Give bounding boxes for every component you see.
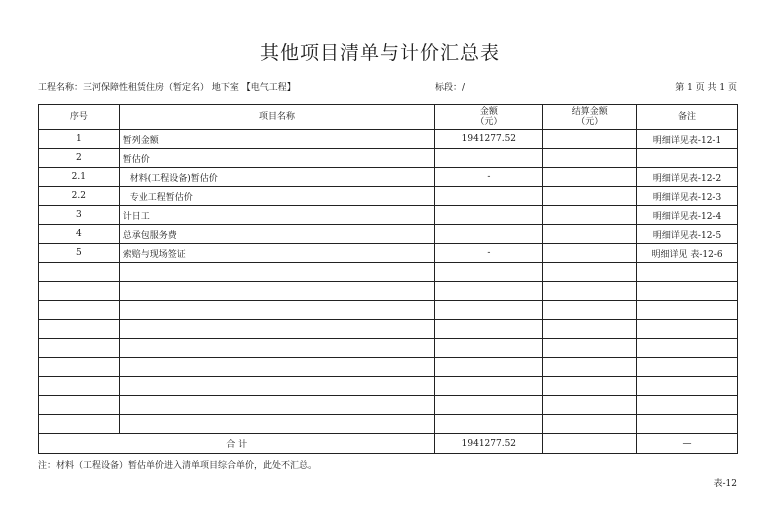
header-amount — [435, 105, 543, 130]
page-title: 其他项目清单与计价汇总表 — [259, 42, 500, 64]
header-amount-label: 金额 — [479, 107, 498, 117]
empty-row — [39, 301, 738, 320]
total-amount: 1941277.52 — [435, 434, 543, 454]
header-settle-unit: （元） — [576, 117, 604, 127]
header-settle-label: 结算金额 — [571, 107, 608, 117]
cell-name: 材料(工程设备)暂估价 — [119, 168, 435, 187]
cell-settle — [543, 130, 637, 149]
header-name: 项目名称 — [119, 105, 435, 130]
cell-amount — [435, 206, 543, 225]
cell-no: 1 — [39, 130, 120, 149]
cell-note: 明细详见表-12-1 — [637, 130, 738, 149]
total-note: — — [637, 434, 738, 454]
cell-no: 2.1 — [39, 168, 120, 187]
header-no: 序号 — [39, 105, 120, 130]
header-settle — [543, 105, 637, 130]
cell-note: 明细详见 表-12-6 — [637, 244, 738, 263]
cell-no: 5 — [39, 244, 120, 263]
table-row — [39, 168, 738, 187]
cell-settle — [543, 206, 637, 225]
table-row — [39, 187, 738, 206]
table-row — [39, 225, 738, 244]
header-note: 备注 — [637, 105, 738, 130]
footnote: 注：材料（工程设备）暂估单价进入清单项目综合单价，此处不汇总。 — [38, 461, 318, 471]
cell-note — [637, 149, 738, 168]
cell-name: 暂估价 — [119, 149, 435, 168]
cell-name: 索赔与现场签证 — [119, 244, 435, 263]
cell-no: 2 — [39, 149, 120, 168]
page-code: 表-12 — [713, 479, 737, 489]
header-amount-unit: （元） — [475, 117, 503, 127]
cell-note: 明细详见表-12-5 — [637, 225, 738, 244]
cell-amount — [435, 149, 543, 168]
cell-settle — [543, 225, 637, 244]
cell-settle — [543, 187, 637, 206]
total-settle — [543, 434, 637, 454]
empty-row — [39, 263, 738, 282]
table-row — [39, 149, 738, 168]
table-row — [39, 244, 738, 263]
cell-name: 暂列金额 — [119, 130, 435, 149]
total-label: 合 计 — [39, 434, 435, 454]
page-indicator: 第 1 页 共 1 页 — [675, 83, 737, 93]
table-row — [39, 206, 738, 225]
empty-row — [39, 320, 738, 339]
cell-amount: - — [435, 168, 543, 187]
cell-name: 计日工 — [119, 206, 435, 225]
cell-name: 总承包服务费 — [119, 225, 435, 244]
cell-settle — [543, 149, 637, 168]
empty-row — [39, 396, 738, 415]
cell-no: 4 — [39, 225, 120, 244]
cell-name: 专业工程暂估价 — [119, 187, 435, 206]
cell-amount — [435, 187, 543, 206]
summary-table — [38, 104, 738, 454]
total-row — [39, 434, 738, 454]
cell-note: 明细详见表-12-4 — [637, 206, 738, 225]
empty-row — [39, 339, 738, 358]
section-label: 标段：/ — [435, 83, 466, 93]
empty-row — [39, 415, 738, 434]
project-name: 工程名称：三河保障性租赁住房（暂定名） 地下室 【电气工程】 — [38, 83, 296, 93]
empty-row — [39, 358, 738, 377]
cell-amount: - — [435, 244, 543, 263]
table-body — [39, 130, 738, 454]
cell-note: 明细详见表-12-3 — [637, 187, 738, 206]
table-row — [39, 130, 738, 149]
cell-amount: 1941277.52 — [435, 130, 543, 149]
table-header-row — [39, 105, 738, 130]
cell-note: 明细详见表-12-2 — [637, 168, 738, 187]
cell-settle — [543, 168, 637, 187]
empty-row — [39, 377, 738, 396]
cell-no: 2.2 — [39, 187, 120, 206]
cell-no: 3 — [39, 206, 120, 225]
cell-settle — [543, 244, 637, 263]
cell-amount — [435, 225, 543, 244]
empty-row — [39, 282, 738, 301]
